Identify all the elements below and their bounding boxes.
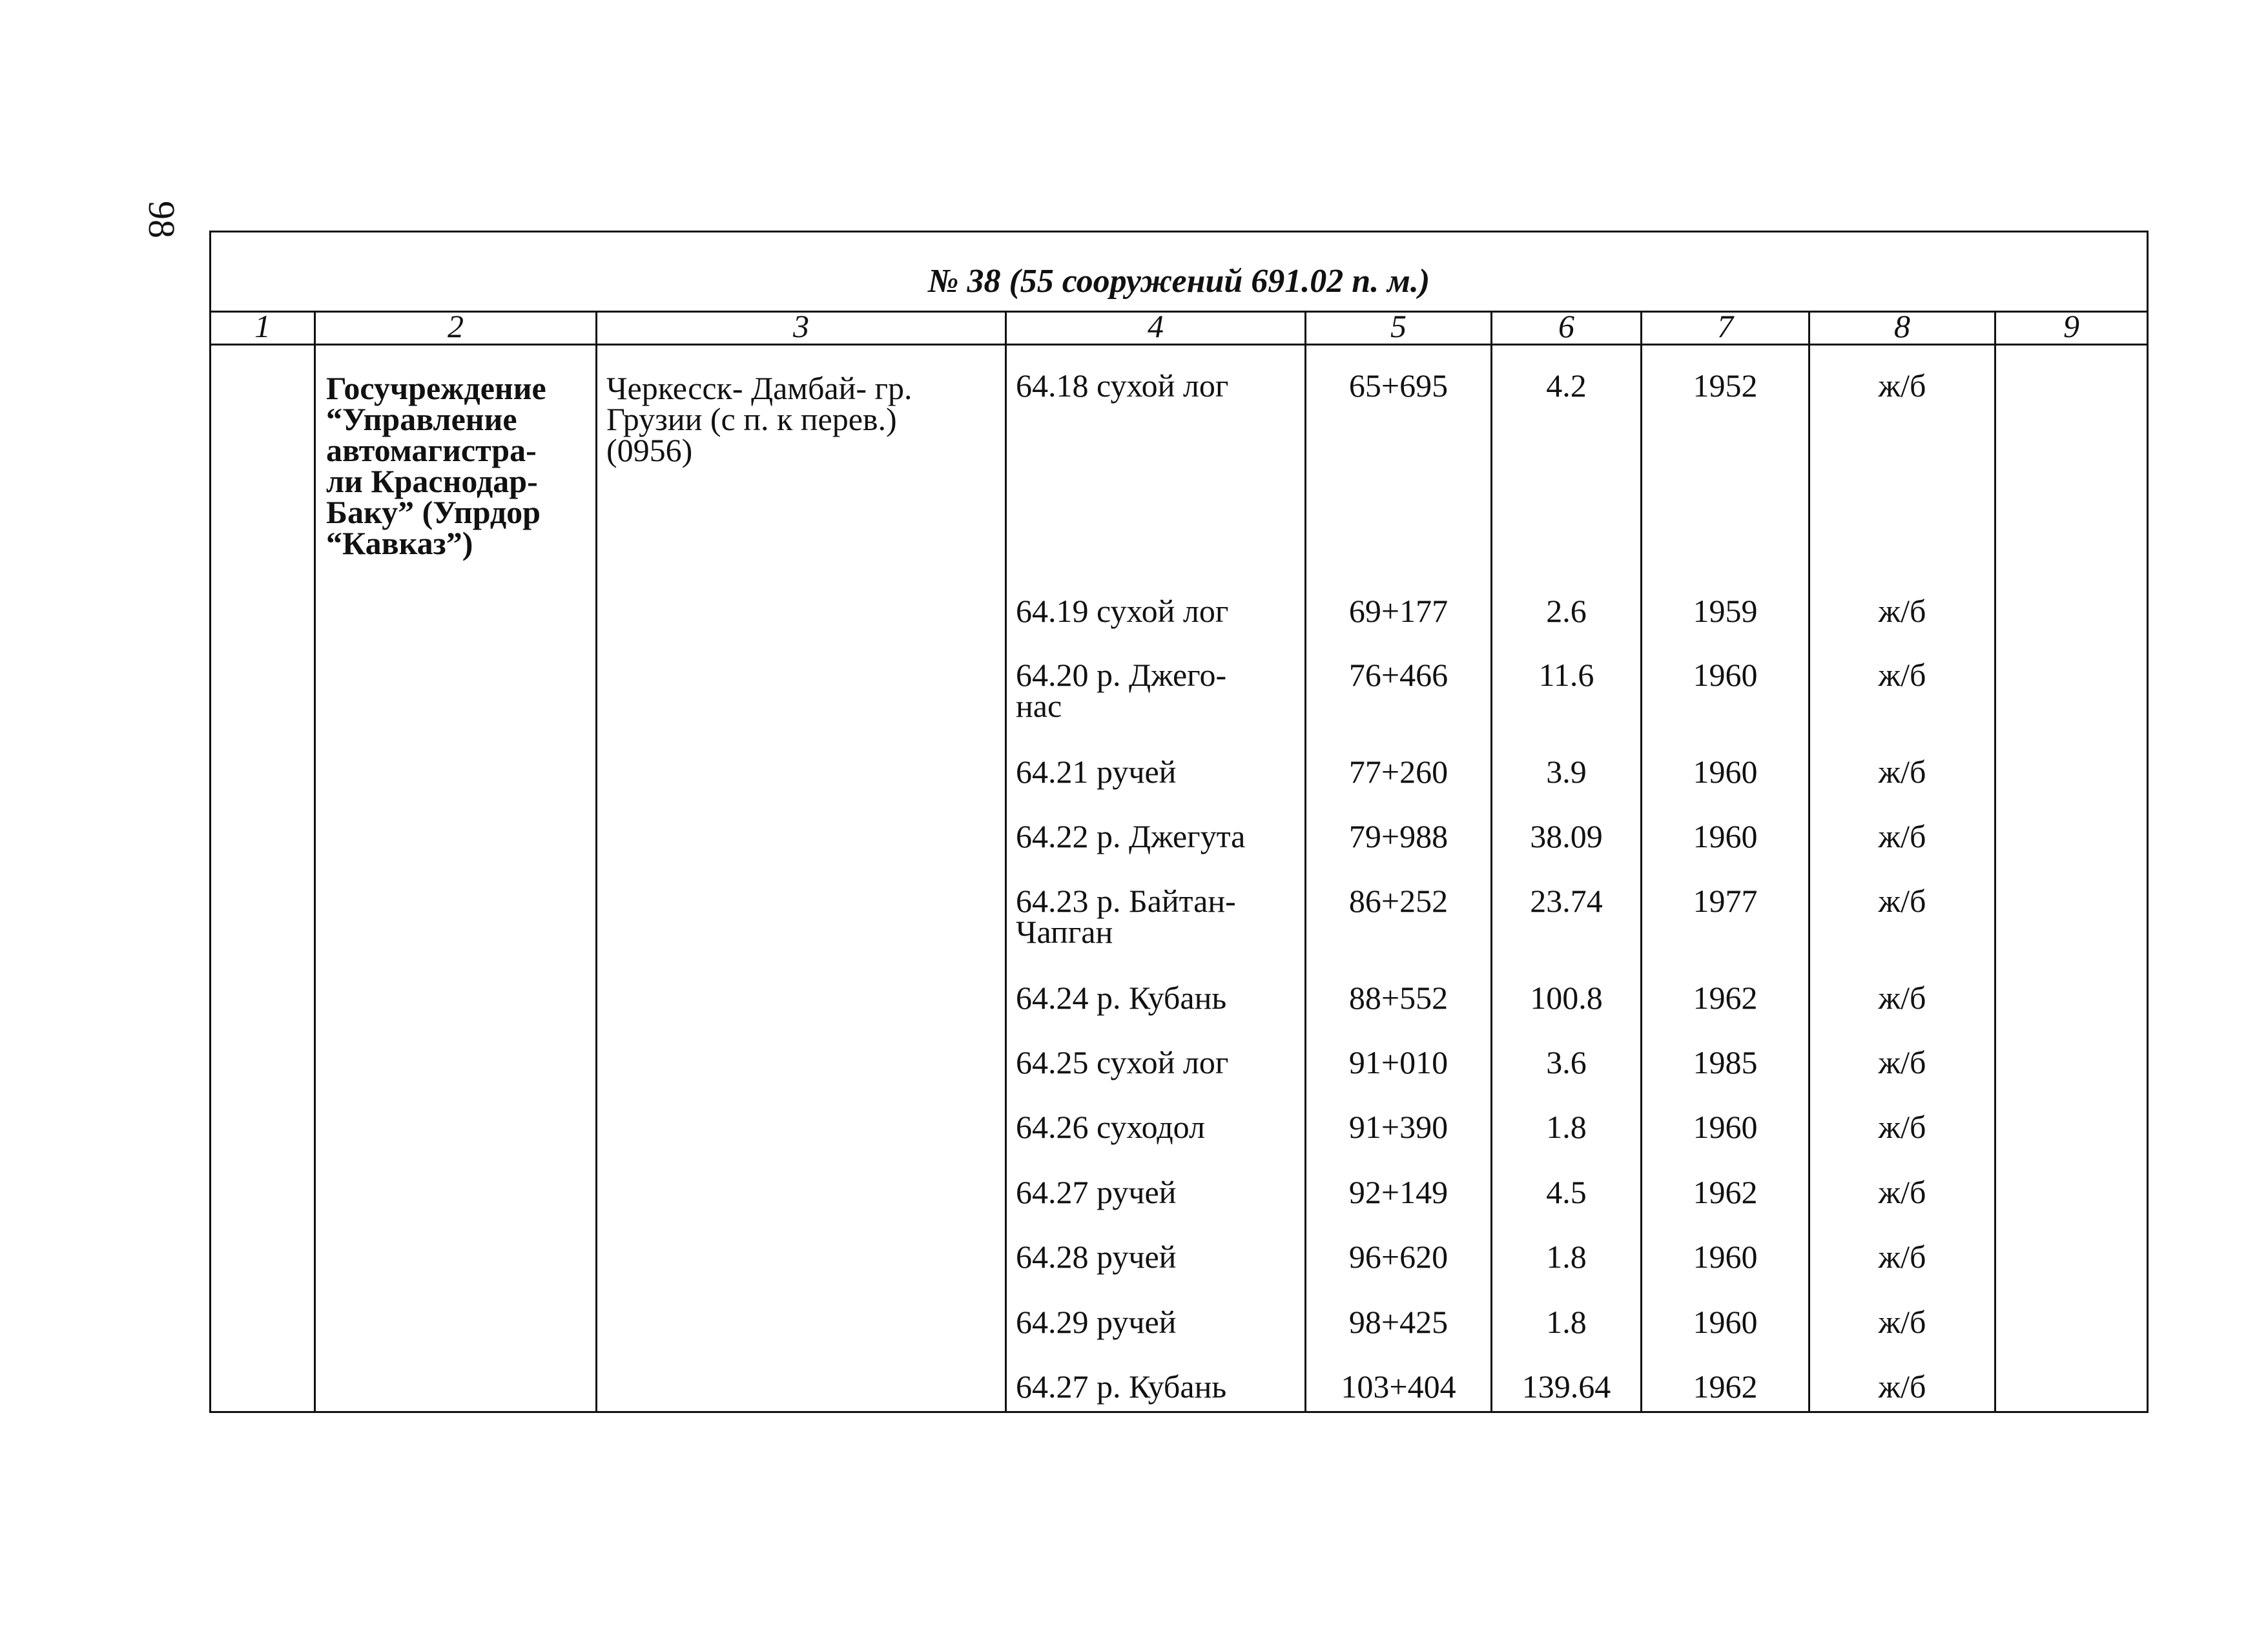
material: ж/б: [1878, 1109, 1926, 1145]
km-marker: 69+177: [1348, 593, 1448, 629]
material: ж/б: [1878, 1239, 1926, 1275]
structure-length: 1.8: [1546, 1239, 1587, 1275]
structure-length: 139.64: [1521, 1368, 1611, 1405]
material: ж/б: [1878, 754, 1926, 790]
table-title-row: [211, 232, 2148, 312]
structure-name: 64.19 сухой лог: [1016, 593, 1229, 629]
structure-length: 1.8: [1546, 1304, 1587, 1340]
construction-year: 1962: [1693, 1174, 1758, 1210]
km-marker: 86+252: [1348, 883, 1448, 919]
km-marker: 92+149: [1348, 1174, 1448, 1210]
material: ж/б: [1878, 367, 1926, 404]
column-number: 3: [597, 312, 1006, 345]
material: ж/б: [1878, 657, 1926, 693]
material: ж/б: [1878, 818, 1926, 854]
column-number: 8: [1809, 312, 1995, 345]
km-marker: 76+466: [1348, 657, 1448, 693]
material: ж/б: [1878, 593, 1926, 629]
page-number: 98: [141, 201, 183, 238]
construction-year: 1960: [1693, 754, 1758, 790]
column-number: 1: [211, 312, 315, 345]
structure-name: 64.21 ручей: [1016, 754, 1177, 790]
structure-length: 3.9: [1546, 754, 1587, 790]
structure-name: 64.27 р. Кубань: [1016, 1368, 1227, 1405]
structure-name: 64.24 р. Кубань: [1016, 980, 1227, 1016]
construction-year: 1959: [1693, 593, 1758, 629]
km-marker: 98+425: [1348, 1304, 1448, 1340]
structure-length: 2.6: [1546, 593, 1587, 629]
column-number: 5: [1306, 312, 1492, 345]
table-title: № 38 (55 сооружений 691.02 п. м.): [211, 232, 2148, 312]
year-column: [1642, 345, 1809, 1412]
km-marker: 103+404: [1341, 1368, 1456, 1405]
length-column: [1492, 345, 1642, 1412]
km-marker: 91+390: [1348, 1109, 1448, 1145]
column-number: 6: [1492, 312, 1642, 345]
km-column: [1306, 345, 1492, 1412]
column-number-row: [211, 312, 2148, 345]
material: ж/б: [1878, 1304, 1926, 1340]
structure-name: 64.27 ручей: [1016, 1174, 1177, 1210]
structure-length: 3.6: [1546, 1044, 1587, 1080]
column-number: 7: [1642, 312, 1809, 345]
structure-name: 64.25 сухой лог: [1016, 1044, 1229, 1080]
road-cell: [597, 345, 1006, 1412]
structure-name: 64.22 р. Джегута: [1016, 818, 1246, 854]
km-marker: 65+695: [1348, 367, 1448, 404]
column-number: 2: [315, 312, 597, 345]
structure-name: 64.18 сухой лог: [1016, 367, 1229, 404]
material: ж/б: [1878, 883, 1926, 919]
material-column: [1809, 345, 1995, 1412]
table-body-row: [211, 345, 2148, 1412]
material: ж/б: [1878, 1368, 1926, 1405]
structures-table: [209, 231, 2149, 1413]
structure-length: 4.5: [1546, 1174, 1587, 1210]
material: ж/б: [1878, 1044, 1926, 1080]
km-marker: 88+552: [1348, 980, 1448, 1016]
structure-length: 38.09: [1530, 818, 1603, 854]
km-marker: 77+260: [1348, 754, 1448, 790]
col-1-cell: [211, 345, 315, 1412]
organization-cell: [315, 345, 597, 1412]
construction-year: 1960: [1693, 1239, 1758, 1275]
structure-length: 23.74: [1530, 883, 1603, 919]
structure-name: 64.26 суходол: [1016, 1109, 1205, 1145]
road-name: Черкесск- Дамбай- гр. Грузии (с п. к перев.) (0956): [606, 370, 912, 468]
structure-name: 64.28 ручей: [1016, 1239, 1177, 1275]
structure-length: 100.8: [1530, 980, 1603, 1016]
km-marker: 91+010: [1348, 1044, 1448, 1080]
construction-year: 1960: [1693, 818, 1758, 854]
structure-name: 64.23 р. Байтан- Чапган: [1016, 883, 1236, 950]
construction-year: 1952: [1693, 367, 1758, 404]
note-column: [1995, 345, 2148, 1412]
material: ж/б: [1878, 980, 1926, 1016]
construction-year: 1985: [1693, 1044, 1758, 1080]
construction-year: 1960: [1693, 657, 1758, 693]
organization-name: Госучреждение “Управление автомагистра- ли Краснодар- Баку” (Упрдор “Кавказ”): [326, 370, 546, 561]
material: ж/б: [1878, 1174, 1926, 1210]
structure-name: 64.20 р. Джего- нас: [1016, 657, 1227, 724]
structure-name-column: [1006, 345, 1306, 1412]
construction-year: 1962: [1693, 980, 1758, 1016]
construction-year: 1960: [1693, 1304, 1758, 1340]
column-number: 9: [1995, 312, 2148, 345]
column-number: 4: [1006, 312, 1306, 345]
structure-length: 1.8: [1546, 1109, 1587, 1145]
construction-year: 1962: [1693, 1368, 1758, 1405]
km-marker: 96+620: [1348, 1239, 1448, 1275]
structure-length: 4.2: [1546, 367, 1587, 404]
construction-year: 1960: [1693, 1109, 1758, 1145]
structure-name: 64.29 ручей: [1016, 1304, 1177, 1340]
km-marker: 79+988: [1348, 818, 1448, 854]
construction-year: 1977: [1693, 883, 1758, 919]
structure-length: 11.6: [1538, 657, 1594, 693]
